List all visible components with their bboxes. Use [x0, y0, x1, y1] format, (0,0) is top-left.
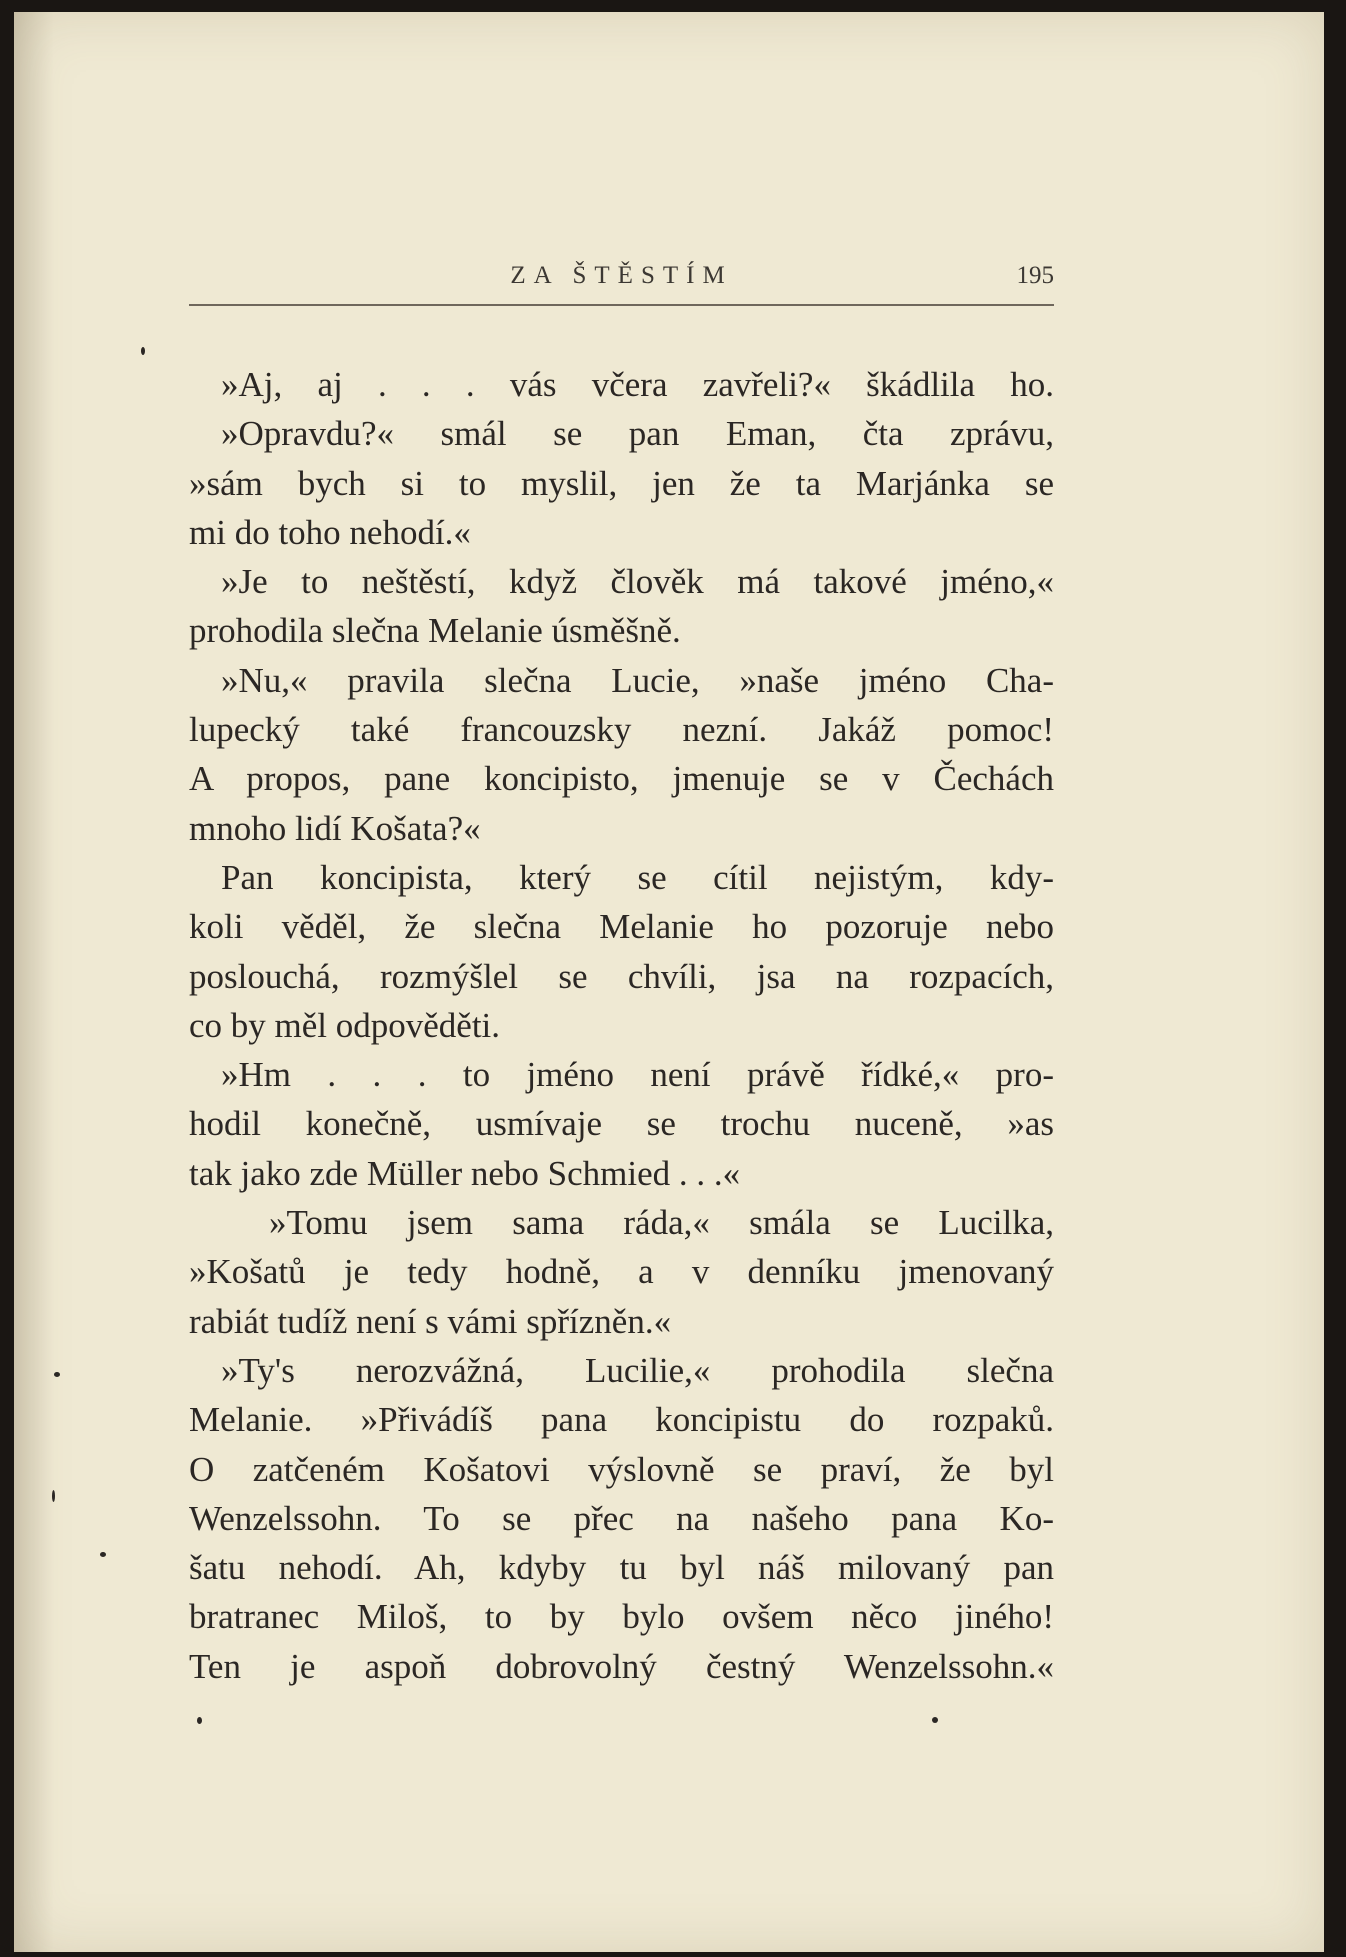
ink-speck: [100, 1552, 106, 1557]
text-line: »sám bych si to myslil, jen že ta Marjánka se: [189, 463, 1054, 503]
ink-speck: [141, 347, 145, 355]
text-line: prohodila slečna Melanie úsměšně.: [189, 611, 681, 651]
text-line: poslouchá, rozmýšlel se chvíli, jsa na rozpacích,: [189, 956, 1054, 996]
ink-speck: [54, 1372, 60, 1377]
running-head: [189, 260, 1054, 306]
text-line: Ten je aspoň dobrovolný čestný Wenzelssohn.«: [189, 1646, 1054, 1686]
book-page: [14, 12, 1324, 1952]
text-line: »Opravdu?« smál se pan Eman, čta zprávu,: [221, 414, 1054, 454]
text-line: hodil konečně, usmívaje se trochu nuceně, »as: [189, 1104, 1054, 1144]
text-line: »Je to neštěstí, když člověk má takové jméno,«: [221, 562, 1054, 602]
text-line: mi do toho nehodí.«: [189, 512, 471, 552]
text-line: »Košatů je tedy hodně, a v denníku jmenovaný: [189, 1252, 1054, 1292]
text-line: rabiát tudíž není s vámi spřízněn.«: [189, 1301, 672, 1341]
text-line: Melanie. »Přivádíš pana koncipistu do rozpaků.: [189, 1400, 1054, 1440]
text-line: »Hm . . . to jméno není právě řídké,« pro-: [221, 1055, 1054, 1095]
text-line: mnoho lidí Košata?«: [189, 808, 481, 848]
page-binding-shadow: [14, 12, 54, 1952]
text-line: »Ty's nerozvážná, Lucilie,« prohodila slečna: [221, 1350, 1054, 1390]
text-line: Wenzelssohn. To se přec na našeho pana Ko-: [189, 1498, 1054, 1538]
text-line: co by měl odpověděti.: [189, 1005, 501, 1045]
ink-speck: [932, 1717, 938, 1723]
text-line: »Tomu jsem sama ráda,« smála se Lucilka,: [269, 1203, 1054, 1243]
ink-speck: [52, 1490, 55, 1502]
text-line: »Nu,« pravila slečna Lucie, »naše jméno Cha-: [221, 660, 1054, 700]
text-line: šatu nehodí. Ah, kdyby tu byl náš milovaný pan: [189, 1548, 1054, 1588]
ink-speck: [197, 1717, 202, 1724]
body-text: [189, 360, 1054, 1691]
text-line: »Aj, aj . . . vás včera zavřeli?« škádlila ho.: [221, 365, 1054, 404]
text-line: A propos, pane koncipisto, jmenuje se v Čechách: [189, 759, 1054, 799]
page-number: 195: [1016, 262, 1054, 289]
text-line: tak jako zde Müller nebo Schmied . . .«: [189, 1153, 741, 1193]
text-line: lupecký také francouzsky nezní. Jakáž pomoc!: [189, 710, 1054, 750]
text-line: koli věděl, že slečna Melanie ho pozoruje nebo: [189, 907, 1054, 947]
text-line: O zatčeném Košatovi výslovně se praví, že byl: [189, 1449, 1054, 1489]
text-line: bratranec Miloš, to by bylo ovšem něco jiného!: [189, 1597, 1054, 1637]
text-line: Pan koncipista, který se cítil nejistým, kdy-: [221, 857, 1054, 897]
running-title: ZA ŠTĚSTÍM: [510, 262, 733, 289]
